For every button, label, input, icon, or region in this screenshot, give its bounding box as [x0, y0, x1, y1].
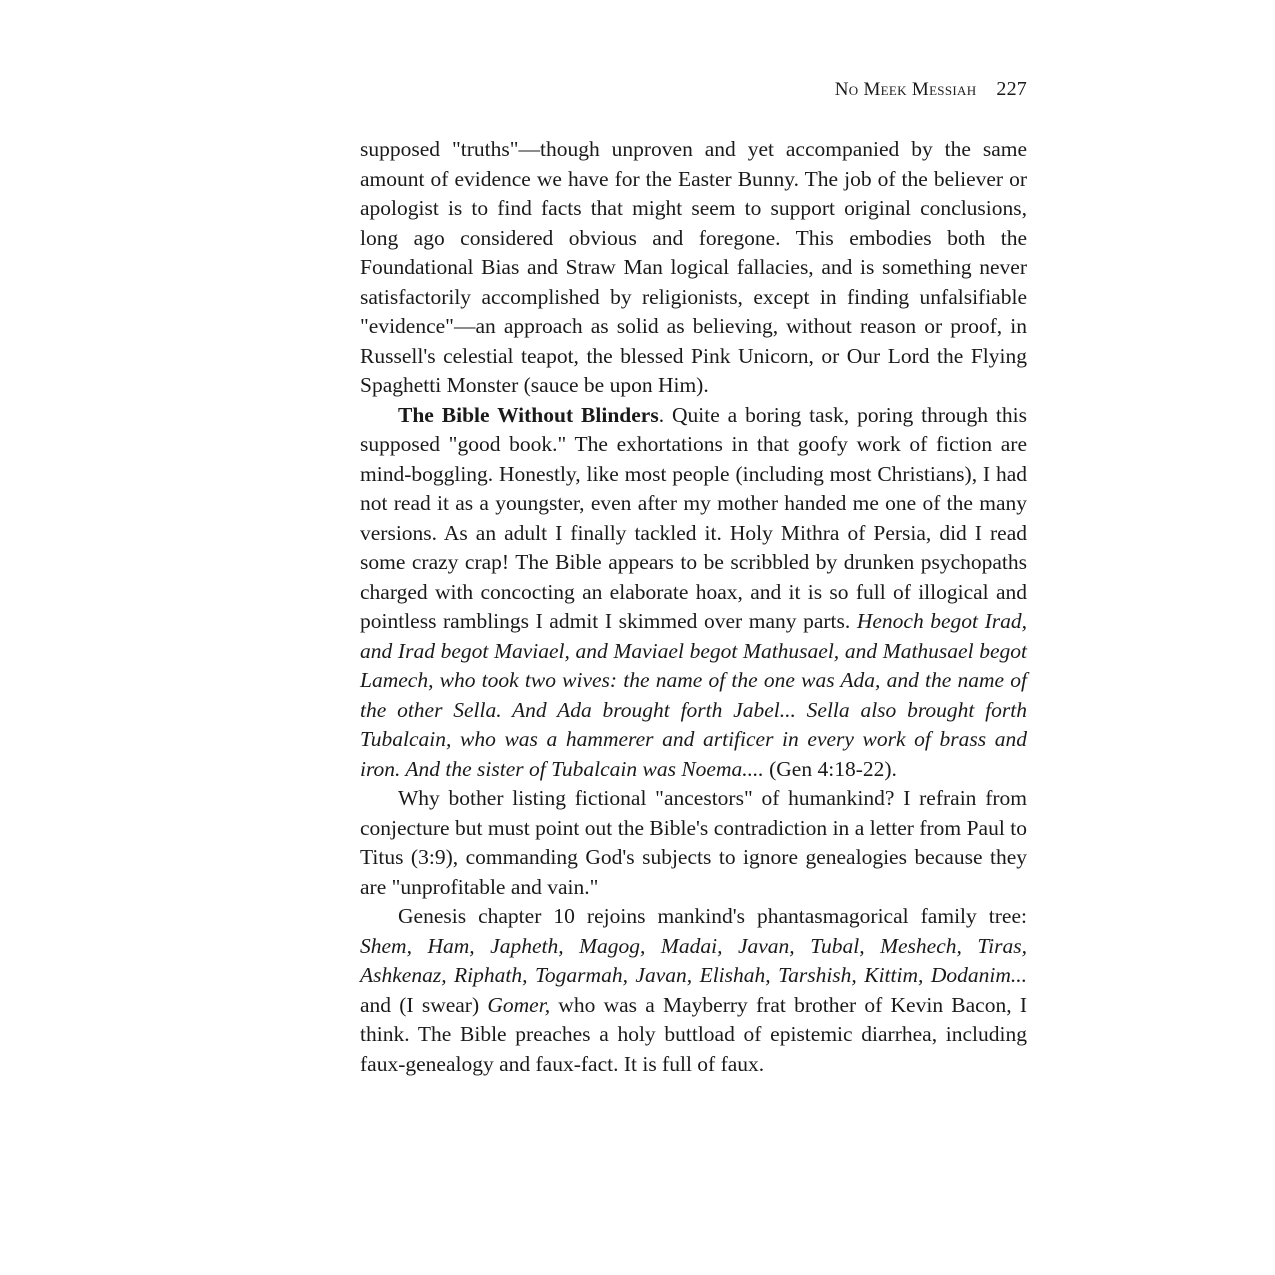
paragraph-2 [360, 401, 1027, 785]
paragraph-1-text: supposed "truths"—though unproven and yet accompanied by the same amount of evidence we have for the Easter Bunny. The job of the believer or apologist is to find facts that might seem to support original conclusions, long ago considered obvious and foregone. This embodies both the Foundational Bias and Straw Man logical fallacies, and is something never satisfactorily accomplished by religionists, except in finding unfalsifiable "evidence"—an approach as solid as believing, without reason or proof, in Russell's celestial teapot, the blessed Pink Unicorn, or Our Lord the Flying Spaghetti Monster (sauce be upon Him). [360, 137, 1027, 397]
paragraph-4-text-c: who was a Mayberry frat brother of Kevin Bacon, I think. The Bible preaches a holy buttload of epistemic diarrhea, including faux-genealogy and faux-fact. It is full of faux. [360, 992, 1027, 1076]
scripture-citation: (Gen 4:18-22). [763, 756, 897, 781]
section-heading: The Bible Without Blinders [398, 402, 659, 427]
paragraph-4-text-b: and (I swear) [360, 992, 488, 1017]
body-text [360, 135, 1027, 1079]
paragraph-4 [360, 902, 1027, 1079]
page-number: 227 [996, 78, 1027, 100]
scripture-quote: Henoch begot Irad, and Irad begot Maviael, and Maviael begot Mathusael, and Mathusael begot Lamech, who took two wives: the name of the one was Ada, and the name of the other Sella. And Ada brought forth Jabel... Sella also brought forth Tubalcain, who was a hammerer and artificer in every work of brass and iron. And the sister of Tubalcain was Noema.... [360, 609, 1028, 781]
running-title: No Meek Messiah [834, 79, 977, 100]
gomer-name: Gomer, [487, 992, 551, 1017]
paragraph-3-text: Why bother listing fictional "ancestors" of humankind? I refrain from conjecture but must point out the Bible's contradiction in a letter from Paul to Titus (3:9), commanding God's subjects to ignore genealogies because they are "unprofitable and vain." [360, 786, 1027, 899]
paragraph-3 [360, 784, 1027, 902]
genealogy-names: Shem, Ham, Japheth, Magog, Madai, Javan, Tubal, Meshech, Tiras, Ashkenaz, Riphath, Togarmah, Javan, Elishah, Tarshish, Kittim, Dodanim... [360, 933, 1027, 987]
paragraph-1 [360, 135, 1027, 401]
paragraph-4-text-a: Genesis chapter 10 rejoins mankind's phantasmagorical family tree: [398, 904, 1027, 928]
paragraph-2-text: . Quite a boring task, poring through this supposed "good book." The exhortations in that goofy work of fiction are mind-boggling. Honestly, like most people (including most Christians), I had not read it as a youngster, even after my mother handed me one of the many versions. As an adult I finally tackled it. Holy Mithra of Persia, did I read some crazy crap! The Bible appears to be scribbled by drunken psychopaths charged with concocting an elaborate hoax, and it is so full of illogical and pointless ramblings I admit I skimmed over many parts. [360, 402, 1027, 633]
running-header [835, 78, 1027, 101]
